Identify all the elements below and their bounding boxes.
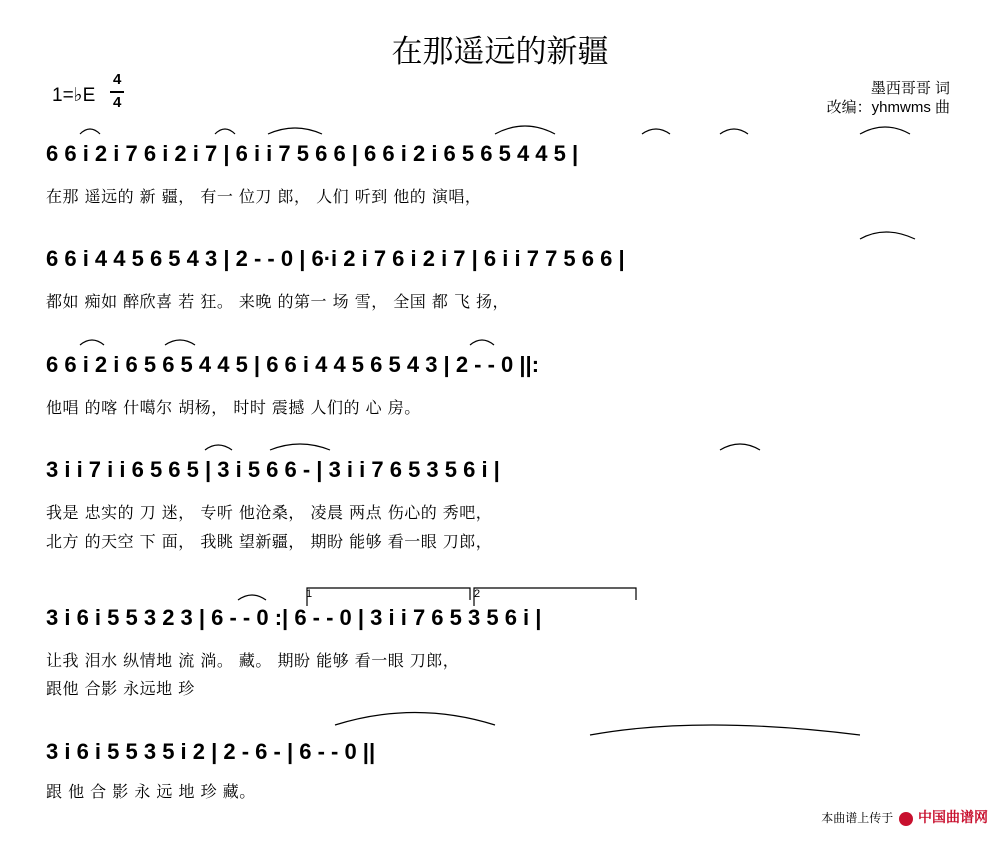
slur-mark bbox=[590, 725, 860, 735]
lyrics-line-1: 在那 遥远的 新 疆， 有一 位刀 郎， 人们 听到 他的 演唱， bbox=[46, 187, 482, 206]
slur-mark bbox=[335, 713, 495, 726]
lyrics-line-3: 他唱 的喀 什噶尔 胡杨， 时时 震撼 人们的 心 房。 bbox=[46, 398, 421, 417]
lyrics-line-6: 跟 他 合 影 永 远 地 珍 藏。 bbox=[46, 782, 256, 801]
slur-mark bbox=[470, 340, 494, 345]
slur-mark bbox=[80, 129, 100, 134]
site-logo-icon bbox=[899, 812, 913, 826]
upload-footer bbox=[821, 807, 988, 827]
volta-2-label: 2 bbox=[474, 588, 481, 600]
slur-mark bbox=[238, 595, 266, 600]
slur-mark bbox=[205, 445, 232, 450]
slur-mark bbox=[215, 129, 235, 134]
notes-line-2: 6 6 i 4 4 5 6 5 4 3 | 2 - - 0 | 6·i 2 i 7 6 i 2 i 7 | 6 i i 7 7 5 6 6 | bbox=[46, 246, 625, 271]
lyrics-line-4a: 我是 忠实的 刀 迷， 专听 他沧桑， 凌晨 两点 伤心的 秀吧， bbox=[46, 503, 493, 522]
footer-text: 本曲谱上传于 bbox=[821, 811, 894, 825]
notes-line-6: 3 i 6 i 5 5 3 5 i 2 | 2 - 6 - | 6 - - 0 || bbox=[46, 739, 376, 764]
lyrics-line-4b: 北方 的天空 下 面， 我眺 望新疆， 期盼 能够 看一眼 刀郎， bbox=[46, 532, 493, 551]
slur-mark bbox=[720, 129, 748, 134]
lyrics-line-2: 都如 痴如 醉欣喜 若 狂。 来晚 的第一 场 雪， 全国 都 飞 扬， bbox=[46, 292, 510, 311]
time-signature-bottom: 4 bbox=[113, 94, 122, 111]
notes-line-3: 6 6 i 2 i 6 5 6 5 4 4 5 | 6 6 i 4 4 5 6 5 4 3 | 2 - - 0 ||: bbox=[46, 352, 540, 377]
lyricist-credit: 墨西哥哥 词 bbox=[870, 80, 950, 97]
slur-mark bbox=[165, 340, 195, 345]
volta-bracket-1 bbox=[307, 588, 470, 606]
notes-line-5: 3 i 6 i 5 5 3 2 3 | 6 - - 0 :| 6 - - 0 | 3 i i 7 6 5 3 5 6 i | bbox=[46, 605, 542, 630]
arranger-credit: 改编：yhmwms 曲 bbox=[826, 99, 950, 116]
slur-mark bbox=[642, 129, 670, 134]
slur-mark bbox=[860, 232, 915, 239]
key-signature: 1=♭E bbox=[52, 85, 96, 106]
slur-mark bbox=[270, 444, 330, 450]
time-signature-top: 4 bbox=[113, 71, 122, 88]
slur-mark bbox=[80, 340, 104, 345]
notes-line-1: 6 6 i 2 i 7 6 i 2 i 7 | 6 i i 7 5 6 6 | 6 6 i 2 i 6 5 6 5 4 4 5 | bbox=[46, 141, 579, 166]
slur-mark bbox=[268, 128, 322, 134]
lyrics-line-5a: 让我 泪水 纵情地 流 淌。 藏。 期盼 能够 看一眼 刀郎， bbox=[46, 651, 460, 670]
page-title: 在那遥远的新疆 bbox=[391, 34, 609, 70]
slur-mark bbox=[860, 127, 910, 134]
notes-line-4: 3 i i 7 i i 6 5 6 5 | 3 i 5 6 6 - | 3 i i 7 6 5 3 5 6 i | bbox=[46, 457, 500, 482]
lyrics-line-5b: 跟他 合影 永远地 珍 bbox=[46, 679, 195, 698]
site-logo-text: 中国曲谱网 bbox=[918, 809, 988, 825]
slur-mark bbox=[720, 444, 760, 450]
volta-1-label: 1 bbox=[306, 588, 313, 600]
slur-mark bbox=[495, 126, 555, 134]
volta-bracket-2 bbox=[474, 588, 636, 606]
